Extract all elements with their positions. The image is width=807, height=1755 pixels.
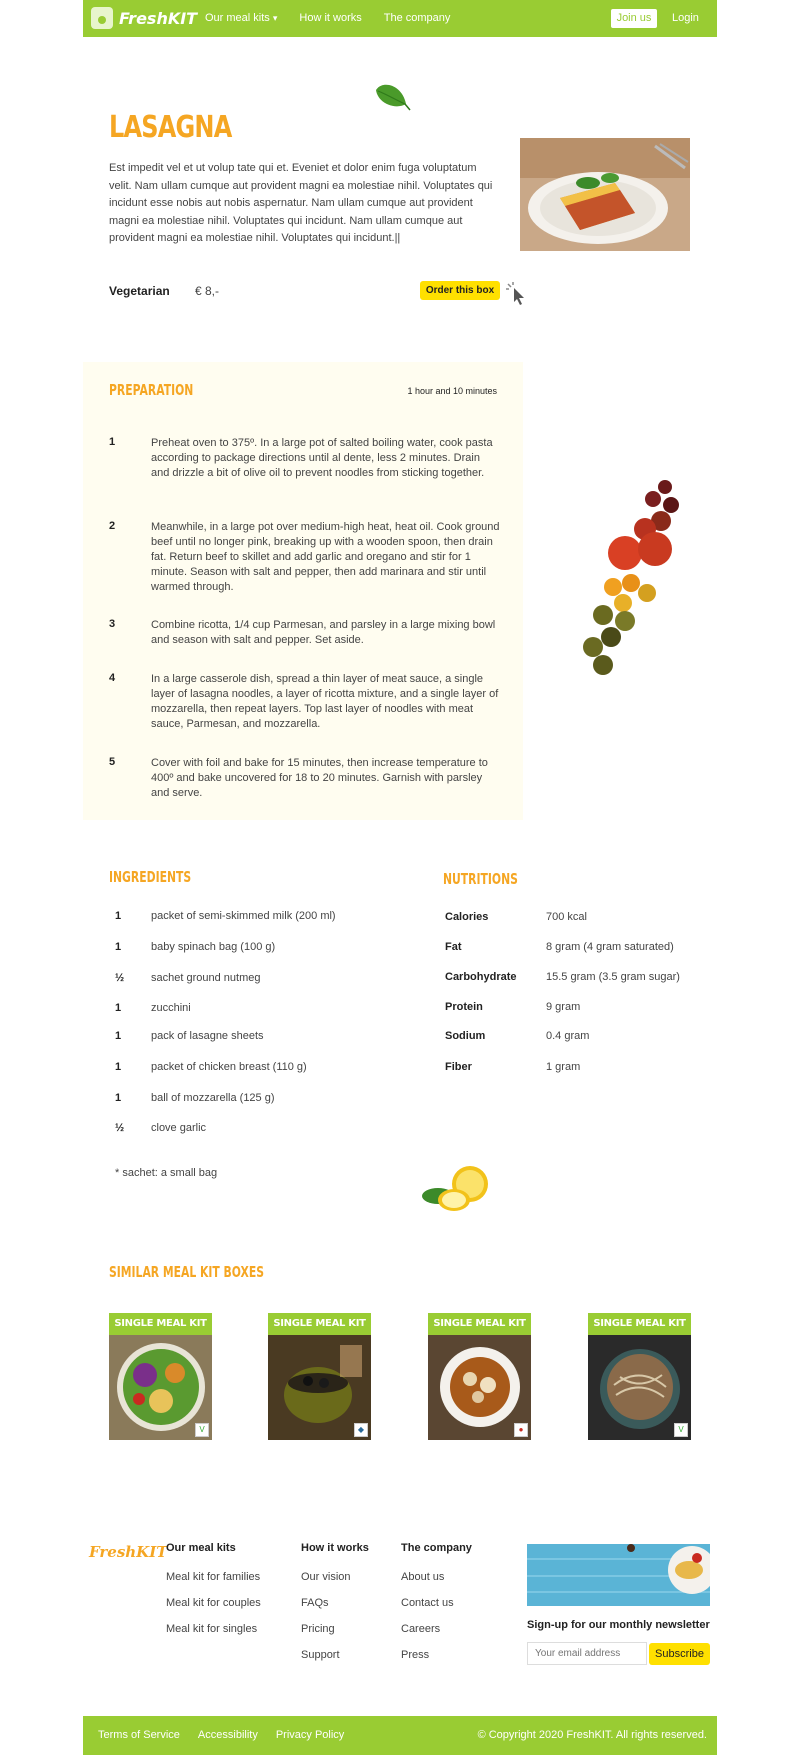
- lasagna-image: [520, 138, 690, 251]
- similar-title: SIMILAR MEAL KIT BOXES: [109, 1263, 265, 1281]
- nutrition-value: 700 kcal: [546, 911, 587, 923]
- nutrition-value: 9 gram: [546, 1001, 581, 1013]
- meal-kit-card[interactable]: [109, 1313, 212, 1440]
- main-menu: [205, 12, 450, 24]
- ingredient-name: packet of chicken breast (110 g): [151, 1061, 307, 1073]
- nav-item-how-it-works[interactable]: How it works: [299, 12, 362, 24]
- order-box-button[interactable]: Order this box: [420, 281, 500, 300]
- ingredient-qty: 1: [115, 1002, 122, 1014]
- nutrition-key: Sodium: [445, 1030, 486, 1042]
- newsletter-image: [527, 1544, 710, 1606]
- chevron-down-icon: ▾: [272, 13, 278, 23]
- meal-kit-card[interactable]: [428, 1313, 531, 1440]
- email-field[interactable]: [527, 1642, 647, 1665]
- ingredient-qty: 1: [115, 941, 122, 953]
- step-text: In a large casserole dish, spread a thin layer of meat sauce, a single layer of lasagna noodles, a layer of ricotta mixture, and a single layer of mozzarella, then repeat layers. Top last layer of noodles with meat sauce, Parmesan, and mozzarella.: [151, 673, 499, 730]
- brand-name: FreshKIT: [119, 8, 198, 28]
- ingredient-name: zucchini: [151, 1002, 191, 1014]
- lemon-image: [420, 1160, 494, 1216]
- nav-item-company[interactable]: The company: [383, 12, 451, 24]
- accessibility-link[interactable]: Accessibility: [197, 1729, 258, 1741]
- vegetarian-icon: V: [195, 1423, 209, 1437]
- preparation-title: PREPARATION: [109, 381, 194, 399]
- ingredient-qty: 1: [115, 1061, 122, 1073]
- nav-item-meal-kits[interactable]: Our meal kits ▾: [205, 12, 278, 24]
- nutrition-key: Fiber: [445, 1061, 472, 1073]
- ingredient-qty: ½: [115, 972, 125, 984]
- nutritions-title: NUTRITIONS: [443, 870, 518, 888]
- footer-link[interactable]: Meal kit for families: [166, 1571, 261, 1583]
- nutrition-key: Protein: [445, 1001, 483, 1013]
- nutrition-key: Calories: [445, 911, 489, 923]
- footer-col-how-it-works: [301, 1542, 369, 1661]
- vegetarian-icon: V: [674, 1423, 688, 1437]
- top-nav: [83, 0, 717, 37]
- copyright: © Copyright 2020 FreshKIT. All rights reserved.: [477, 1729, 707, 1741]
- step-number: 2: [109, 520, 116, 532]
- ingredient-name: pack of lasagne sheets: [151, 1030, 264, 1042]
- ingredient-name: clove garlic: [151, 1122, 207, 1134]
- step-number: 5: [109, 756, 116, 768]
- ingredients-title: INGREDIENTS: [109, 868, 192, 886]
- bag-icon: [91, 7, 113, 29]
- privacy-link[interactable]: Privacy Policy: [275, 1729, 345, 1741]
- subscribe-button[interactable]: Subscribe: [649, 1643, 710, 1665]
- ingredient-name: sachet ground nutmeg: [151, 972, 261, 984]
- terms-link[interactable]: Terms of Service: [98, 1729, 180, 1741]
- nutrition-value: 0.4 gram: [546, 1030, 590, 1042]
- fish-icon: ◆: [354, 1423, 368, 1437]
- preparation-duration: 1 hour and 10 minutes: [407, 386, 497, 396]
- ingredient-qty: ½: [115, 1122, 125, 1134]
- footer-link[interactable]: FAQs: [301, 1597, 329, 1609]
- ingredient-qty: 1: [115, 910, 122, 922]
- legal-links: [98, 1729, 344, 1741]
- tomatoes-image: [553, 475, 693, 695]
- ingredient-qty: 1: [115, 1092, 122, 1104]
- step-text: Cover with foil and bake for 15 minutes, then increase temperature to 400º and bake uncovered for 18 to 20 minutes. Garnish with parsley and serve.: [151, 757, 488, 799]
- nutrition-key: Carbohydrate: [445, 971, 517, 983]
- ingredient-name: packet of semi-skimmed milk (200 ml): [151, 910, 336, 922]
- footer-heading: The company: [401, 1542, 472, 1554]
- footer-link[interactable]: Careers: [401, 1623, 441, 1635]
- nutrition-value: 8 gram (4 gram saturated): [546, 941, 674, 953]
- diet-label: Vegetarian: [109, 284, 170, 298]
- step-text: Combine ricotta, 1/4 cup Parmesan, and parsley in a large mixing bowl and season with salt and pepper. Set aside.: [151, 619, 496, 646]
- step-number: 3: [109, 618, 116, 630]
- footer-col-company: [401, 1542, 472, 1661]
- footer-link[interactable]: Pricing: [301, 1623, 335, 1635]
- page-title: LASAGNA: [109, 110, 232, 145]
- card-label: SINGLE MEAL KIT: [428, 1313, 531, 1335]
- page: [83, 0, 717, 1755]
- ingredient-qty: 1: [115, 1030, 122, 1042]
- login-link[interactable]: Login: [672, 12, 699, 24]
- footer-link[interactable]: Meal kit for singles: [166, 1623, 258, 1635]
- meal-kit-card[interactable]: [268, 1313, 371, 1440]
- join-button[interactable]: Join us: [611, 9, 657, 28]
- ingredient-name: ball of mozzarella (125 g): [151, 1092, 275, 1104]
- card-label: SINGLE MEAL KIT: [109, 1313, 212, 1335]
- price: € 8,-: [195, 284, 220, 298]
- step-text: Preheat oven to 375º. In a large pot of salted boiling water, cook pasta according to package directions until al dente, less 2 minutes. Drain and drizzle a bit of olive oil to prevent noodles from sticking together.: [151, 437, 493, 479]
- logo[interactable]: [91, 7, 197, 29]
- bottom-bar: [83, 1716, 717, 1755]
- footer-logo[interactable]: FreshKIT: [89, 1543, 168, 1561]
- nutrition-value: 1 gram: [546, 1061, 581, 1073]
- step-number: 4: [109, 672, 116, 684]
- card-label: SINGLE MEAL KIT: [588, 1313, 691, 1335]
- footer-link[interactable]: Meal kit for couples: [166, 1597, 261, 1609]
- step-text: Meanwhile, in a large pot over medium-high heat, heat oil. Cook ground beef until no longer pink, breaking up with a wooden spoon, then drain fat. Return beef to skillet and add garlic and oregano and stir for 1 minute. Season with salt and pepper, then add marinara and stir until warmed through.: [151, 521, 500, 593]
- nutrition-key: Fat: [445, 941, 462, 953]
- step-number: 1: [109, 436, 116, 448]
- ingredients-footnote: * sachet: a small bag: [115, 1167, 218, 1179]
- ingredient-name: baby spinach bag (100 g): [151, 941, 276, 953]
- intro-text: Est impedit vel et ut volup tate qui et. Eveniet et dolor enim fuga voluptatum velit. Nam ullam cumque aut provident magni ea molestiae nihil. Voluptates qui incidunt esse nobis aut nobis aspernatur. Nam ullam cumque aut provident magni ea molestiae nihil. Voluptates qui incidunt. Nam ullam cumque aut provident magni ea molestiae nihil. Voluptates qui incidunt.||: [109, 162, 493, 245]
- footer-link[interactable]: Contact us: [401, 1597, 454, 1609]
- newsletter-label: Sign-up for our monthly newsletter: [527, 1619, 710, 1631]
- pointer-cursor-icon: [504, 280, 530, 306]
- footer-col-meal-kits: [166, 1542, 261, 1635]
- basil-leaf-icon: [372, 80, 412, 116]
- card-label: SINGLE MEAL KIT: [268, 1313, 371, 1335]
- footer-link[interactable]: Support: [301, 1649, 340, 1661]
- meal-kit-card[interactable]: [588, 1313, 691, 1440]
- meat-icon: ●: [514, 1423, 528, 1437]
- footer-heading: How it works: [301, 1542, 369, 1554]
- footer-heading: Our meal kits: [166, 1542, 236, 1554]
- footer-link[interactable]: Press: [401, 1649, 430, 1661]
- preparation-section: [83, 362, 523, 820]
- footer-link[interactable]: About us: [401, 1571, 445, 1583]
- footer-link[interactable]: Our vision: [301, 1571, 351, 1583]
- nutrition-value: 15.5 gram (3.5 gram sugar): [546, 971, 680, 983]
